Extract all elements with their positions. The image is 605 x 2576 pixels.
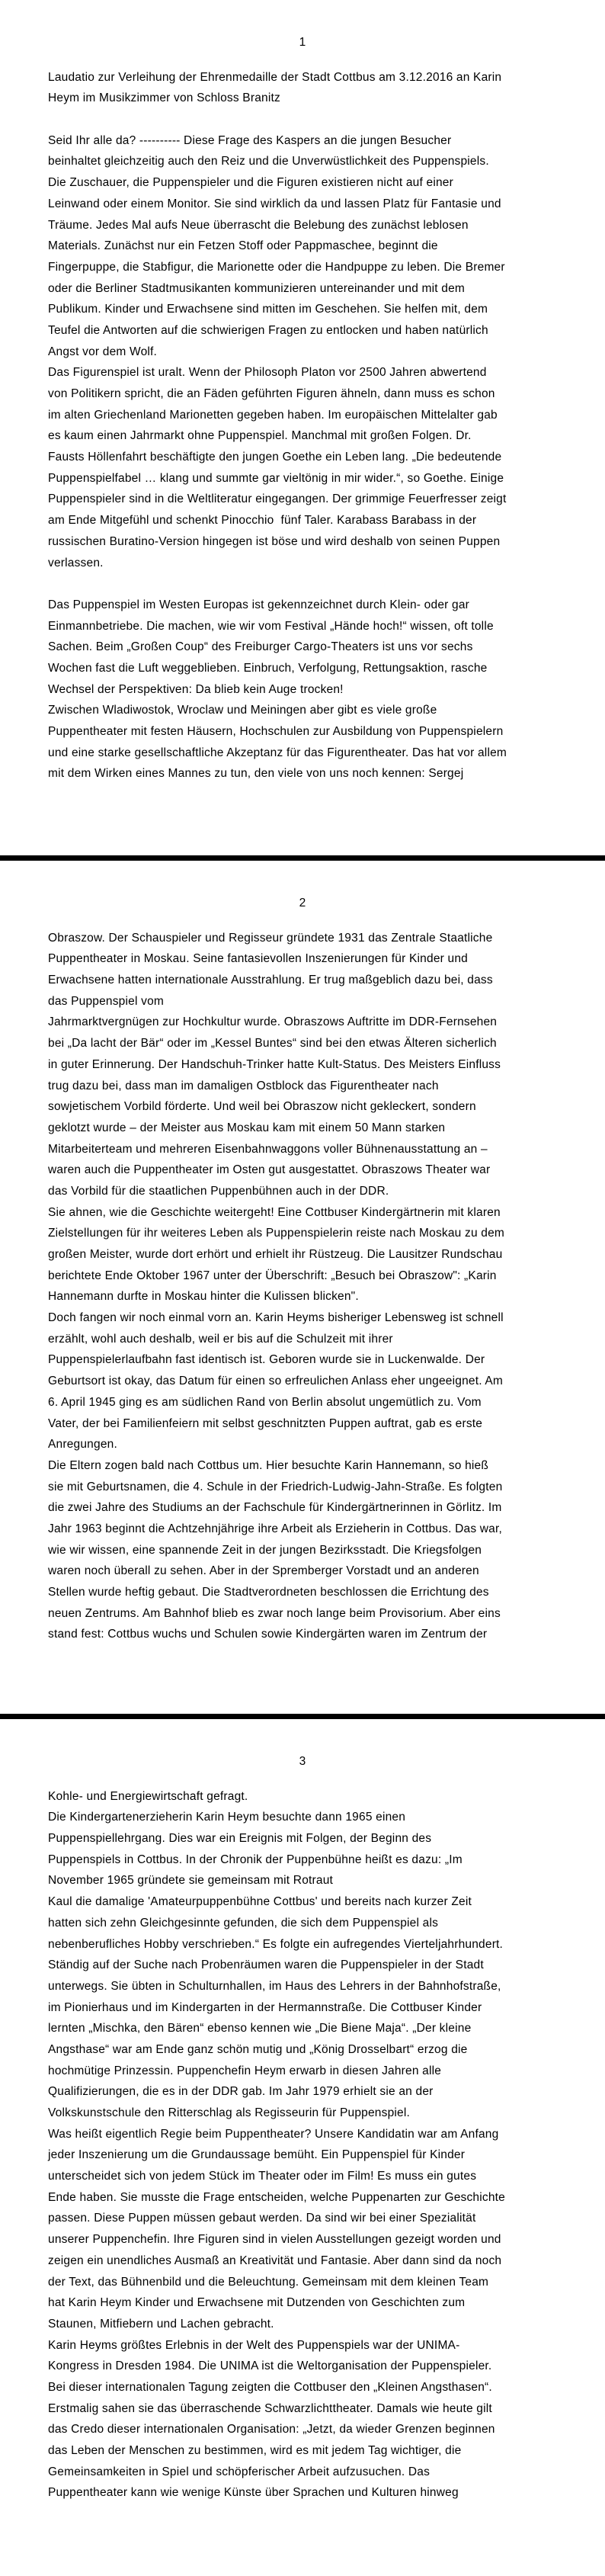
text-line: Laudatio zur Verleihung der Ehrenmedaille der Stadt Cottbus am 3.12.2016 an Karin xyxy=(48,70,502,84)
text-line: Die Kindergartenerzieherin Karin Heym besuchte dann 1965 einen xyxy=(48,1811,406,1824)
text-line: von Politikern spricht, die an Fäden geführten Figuren ähneln, dann muss es schon xyxy=(48,387,495,400)
text-line: Puppenspiellehrgang. Dies war ein Ereignis mit Folgen, der Beginn des xyxy=(48,1832,432,1846)
text-line: stand fest: Cottbus wuchs und Schulen sowie Kindergärten waren im Zentrum der xyxy=(48,1628,488,1641)
text-line: Die Eltern zogen bald nach Cottbus um. Hier besuchte Karin Hannemann, so hieß xyxy=(48,1458,489,1472)
page-break-separator xyxy=(0,1714,605,1719)
text-line: großen Meister, wurde dort erhört und erhielt ihr Rüstzeug. Die Lausitzer Rundschau xyxy=(48,1248,503,1261)
text-line: nebenberufliches Hobby verschrieben.“ Es folgte ein aufregendes Vierteljahrhundert. xyxy=(48,1937,504,1951)
page-3 xyxy=(0,1719,605,2576)
text-line: Das Figurenspiel ist uralt. Wenn der Philosoph Platon vor 2500 Jahren abwertend xyxy=(48,366,487,380)
page-number: 3 xyxy=(299,1755,306,1768)
text-line: im Pionierhaus und im Kindergarten in der Hermannstraße. Die Cottbuser Kinder xyxy=(48,2000,482,2014)
text-line: Doch fangen wir noch einmal vorn an. Karin Heyms bisheriger Lebensweg ist schnell xyxy=(48,1311,504,1325)
text-line: Erstmalig sahen sie das überraschende Schwarzlichttheater. Damals wie heute gilt xyxy=(48,2401,492,2415)
text-line: der Text, das Bühnenbild und die Beleuchtung. Gemeinsam mit dem kleinen Team xyxy=(48,2275,489,2289)
text-line: Wechsel der Perspektiven: Da blieb kein Auge trocken! xyxy=(48,682,344,696)
text-line: die zwei Jahre des Studiums an der Fachschule für Kindergärtnerinnen in Görlitz. Im xyxy=(48,1501,502,1515)
text-line: russischen Buratino-Version hingegen ist böse und wird deshalb von seinen Puppen xyxy=(48,534,501,548)
text-line: Angst vor dem Wolf. xyxy=(48,345,158,358)
text-line: Karin Heyms größtes Erlebnis in der Welt des Puppenspiels war der UNIMA- xyxy=(48,2338,460,2352)
text-line: hochmütige Prinzessin. Puppenchefin Heym erwarb in diesen Jahren alle xyxy=(48,2064,442,2077)
page-text-block xyxy=(0,1786,605,2504)
page-2 xyxy=(0,861,605,1714)
text-line: zeigen ein unendliches Ausmaß an Kreativität und Fantasie. Aber dann sind da noch xyxy=(48,2254,502,2267)
text-line: Anregungen. xyxy=(48,1438,117,1452)
text-line: Kaul die damalige 'Amateurpuppenbühne Cottbus' und bereits nach kurzer Zeit xyxy=(48,1895,472,1909)
text-line: Wochen fast die Luft weggeblieben. Einbruch, Verfolgung, Rettungsaktion, rasche xyxy=(48,661,488,675)
text-line: verlassen. xyxy=(48,556,104,569)
text-line: Ende haben. Sie musste die Frage entscheiden, welche Puppenarten zur Geschichte xyxy=(48,2190,505,2204)
text-line: und eine starke gesellschaftliche Akzeptanz für das Figurentheater. Das hat vor allem xyxy=(48,746,507,759)
page-number: 1 xyxy=(299,36,306,49)
text-line: Heym im Musikzimmer von Schloss Branitz xyxy=(48,91,280,105)
text-line: Bei dieser internationalen Tagung zeigten die Cottbuser den „Kleinen Angsthasen“. xyxy=(48,2380,492,2394)
page-break-separator xyxy=(0,855,605,861)
page-number: 2 xyxy=(299,897,306,909)
text-line: unserer Puppenchefin. Ihre Figuren sind in vielen Ausstellungen gezeigt worden und xyxy=(48,2233,501,2247)
text-line: unterscheidet sich von jedem Stück im Theater oder im Film! Es muss ein gutes xyxy=(48,2170,477,2183)
text-line: Träume. Jedes Mal aufs Neue überrascht die Belebung des zunächst leblosen xyxy=(48,218,469,232)
text-line: sowjetischem Vorbild förderte. Und weil bei Obraszow nicht gekleckert, sondern xyxy=(48,1100,476,1114)
text-line: hatten sich zehn Gleichgesinnte gefunden, die sich dem Puppenspiel als xyxy=(48,1916,439,1930)
text-line: Sie ahnen, wie die Geschichte weitergeht! Eine Cottbuser Kindergärtnerin mit klaren xyxy=(48,1205,501,1219)
text-line: lernten „Mischka, den Bären“ ebenso kennen wie „Die Biene Maja“. „Der kleine xyxy=(48,2022,472,2035)
text-line: Mitarbeiterteam und mehreren Eisenbahnwaggons voller Bühnenausstattung an – xyxy=(48,1142,488,1156)
text-line: trug dazu bei, dass man im damaligen Ostblock das Figurentheater nach xyxy=(48,1079,439,1092)
text-line: Publikum. Kinder und Erwachsene sind mitten im Geschehen. Sie helfen mit, dem xyxy=(48,303,488,316)
text-line: das Leben der Menschen zu bestimmen, wird es mit jedem Tag wichtiger, die xyxy=(48,2444,462,2457)
text-line: Puppenspielfabel … klang und summte gar vieltönig in mir wider.“, so Goethe. Einige xyxy=(48,471,504,485)
text-line: im alten Griechenland Marionetten gegeben haben. Im europäischen Mittelalter gab xyxy=(48,408,498,422)
text-line: Die Zuschauer, die Puppenspieler und die Figuren existieren nicht auf einer xyxy=(48,176,453,190)
text-line: wie wir wissen, eine spannende Zeit in der jungen Bezirksstadt. Die Kriegsfolgen xyxy=(48,1543,482,1557)
text-line: Obraszow. Der Schauspieler und Regisseur gründete 1931 das Zentrale Staatliche xyxy=(48,931,493,945)
text-line: Puppenspiels in Cottbus. In der Chronik der Puppenbühne heißt es dazu: „Im xyxy=(48,1853,463,1866)
page-text-block xyxy=(0,928,605,1645)
text-line: Geburtsort ist okay, das Datum für einen so erfreulichen Anlass eher ungeeignet. Am xyxy=(48,1375,504,1388)
text-line: geklotzt wurde – der Meister aus Moskau kam mit einem 50 Mann starken xyxy=(48,1121,446,1134)
text-line: Fingerpuppe, die Stabfigur, die Marionette oder die Handpuppe zu leben. Die Bremer xyxy=(48,260,505,274)
text-line: neuen Zentrums. Am Bahnhof blieb es zwar noch lange beim Provisorium. Aber eins xyxy=(48,1606,501,1620)
text-line: Stellen wurde heftig gebaut. Die Stadtverordneten beschlossen die Errichtung des xyxy=(48,1586,489,1599)
text-line: Zwischen Wladiwostok, Wroclaw und Meiningen aber gibt es viele große xyxy=(48,704,437,717)
text-line: November 1965 gründete sie gemeinsam mit Rotraut xyxy=(48,1874,334,1888)
text-line: Zielstellungen für ihr weiteres Leben als Puppenspielerin reiste nach Moskau zu dem xyxy=(48,1227,505,1240)
text-line: Kongress in Dresden 1984. Die UNIMA ist die Weltorganisation der Puppenspieler. xyxy=(48,2359,492,2373)
text-line: Sachen. Beim „Großen Coup“ des Freiburger Cargo-Theaters ist uns vor sechs xyxy=(48,640,473,654)
text-line: Materials. Zunächst nur ein Fetzen Stoff oder Pappmaschee, beginnt die xyxy=(48,239,438,253)
text-line: bei „Da lacht der Bär“ oder im „Kessel Buntes“ sind bei den etwas Älteren sicherlich xyxy=(48,1037,497,1051)
text-line: sie mit Geburtsnamen, die 4. Schule in der Friedrich-Ludwig-Jahn-Straße. Es folgten xyxy=(48,1480,503,1493)
text-line: hat Karin Heym Kinder und Erwachsene mit Dutzenden von Geschichten zum xyxy=(48,2296,466,2310)
blank-line xyxy=(48,109,578,130)
text-line: Puppenspielerlaufbahn fast identisch ist. Geboren wurde sie in Luckenwalde. Der xyxy=(48,1353,485,1367)
text-line: Leinwand oder einem Monitor. Sie sind wirklich da und lassen Platz für Fantasie und xyxy=(48,197,501,210)
text-line: Fausts Höllenfahrt beschäftigte den jungen Goethe ein Leben lang. „Die bedeutende xyxy=(48,451,502,464)
text-line: das Puppenspiel vom xyxy=(48,994,165,1008)
text-line: passen. Diese Puppen müssen gebaut werden. Da sind wir bei einer Spezialität xyxy=(48,2212,476,2225)
text-line: waren noch überall zu sehen. Aber in der Spremberger Vorstadt und an anderen xyxy=(48,1564,479,1578)
text-line: Hannemann durfte in Moskau hinter die Kulissen blicken". xyxy=(48,1290,359,1304)
text-line: es kaum einen Jahrmarkt ohne Puppenspiel. Manchmal mit großen Folgen. Dr. xyxy=(48,429,472,443)
text-line: Das Puppenspiel im Westen Europas ist gekennzeichnet durch Klein- oder gar xyxy=(48,598,470,611)
text-line: Seid Ihr alle da? ---------- Diese Frage des Kaspers an die jungen Besucher xyxy=(48,133,452,147)
text-line: Einmannbetriebe. Die machen, wie wir vom Festival „Hände hoch!“ wissen, oft tolle xyxy=(48,619,494,633)
text-line: Teufel die Antworten auf die schwierigen Fragen zu entlocken und haben natürlich xyxy=(48,323,488,337)
text-line: beinhaltet gleichzeitig auch den Reiz und die Unverwüstlichkeit des Puppenspiels. xyxy=(48,155,489,168)
text-line: am Ende Mitgefühl und schenkt Pinocchio fünf Taler. Karabass Barabass in der xyxy=(48,514,477,528)
text-line: Kohle- und Energiewirtschaft gefragt. xyxy=(48,1789,248,1803)
text-line: erzählt, wohl auch deshalb, weil er bis auf die Schulzeit mit ihrer xyxy=(48,1332,393,1346)
text-line: oder die Berliner Stadtmusikanten kommunizieren untereinander und mit dem xyxy=(48,281,466,295)
page-1 xyxy=(0,0,605,855)
text-line: Jahrmarktvergnügen zur Hochkultur wurde. Obraszows Auftritte im DDR-Fernsehen xyxy=(48,1015,498,1029)
text-line: jeder Inszenierung um die Grundaussage bemüht. Ein Puppenspiel für Kinder xyxy=(48,2148,466,2162)
text-line: Volkskunstschule den Ritterschlag als Regisseurin für Puppenspiel. xyxy=(48,2106,411,2119)
text-line: Qualifizierungen, die es in der DDR gab. Im Jahr 1979 erhielt sie an der xyxy=(48,2085,434,2099)
text-line: Was heißt eigentlich Regie beim Puppentheater? Unsere Kandidatin war am Anfang xyxy=(48,2127,499,2141)
text-line: in guter Erinnerung. Der Handschuh-Trinker hatte Kult-Status. Des Meisters Einfluss xyxy=(48,1057,501,1071)
text-line: waren auch die Puppentheater im Osten gut ausgestattet. Obraszows Theater war xyxy=(48,1163,491,1177)
text-line: das Vorbild für die staatlichen Puppenbühnen auch in der DDR. xyxy=(48,1184,389,1198)
text-line: 6. April 1945 ging es am südlichen Rand von Berlin absolut ungemütlich zu. Vom xyxy=(48,1395,482,1409)
blank-line xyxy=(48,573,578,595)
text-line: Ständig auf der Suche nach Probenräumen waren die Puppenspieler in der Stadt xyxy=(48,1958,484,1972)
text-line: Staunen, Mitfiebern und Lachen gebracht. xyxy=(48,2317,274,2331)
text-line: berichtete Ende Oktober 1967 unter der Überschrift: „Besuch bei Obraszow": „Karin xyxy=(48,1269,497,1282)
text-line: Angsthase“ war am Ende ganz schön mutig und „König Drosselbart“ erzog die xyxy=(48,2042,468,2056)
text-line: Puppentheater mit festen Häusern, Hochschulen zur Ausbildung von Puppenspielern xyxy=(48,725,504,738)
text-line: Gemeinsamkeiten in Spiel und schöpferischer Arbeit aufzusuchen. Das xyxy=(48,2465,431,2478)
text-line: das Credo dieser internationalen Organisation: „Jetzt, da wieder Grenzen beginnen xyxy=(48,2423,495,2436)
text-line: mit dem Wirken eines Mannes zu tun, den viele von uns noch kennen: Sergej xyxy=(48,767,464,781)
text-line: Puppentheater in Moskau. Seine fantasievollen Inszenierungen für Kinder und xyxy=(48,952,468,966)
text-line: Jahr 1963 beginnt die Achtzehnjährige ihre Arbeit als Erzieherin in Cottbus. Das war, xyxy=(48,1522,503,1535)
page-text-block xyxy=(0,67,605,784)
text-line: Puppentheater kann wie wenige Künste über Sprachen und Kulturen hinweg xyxy=(48,2486,459,2500)
text-line: Erwachsene hatten internationale Ausstrahlung. Er trug maßgeblich dazu bei, dass xyxy=(48,974,493,987)
text-line: unterwegs. Sie übten in Schulturnhallen, im Haus des Lehrers in der Bahnhofstraße, xyxy=(48,1979,501,1993)
text-line: Puppenspieler sind in die Weltliteratur eingegangen. Der grimmige Feuerfresser zeigt xyxy=(48,492,507,506)
text-line: Vater, der bei Familienfeiern mit selbst geschnitzten Puppen auftrat, gab es erste xyxy=(48,1416,483,1430)
